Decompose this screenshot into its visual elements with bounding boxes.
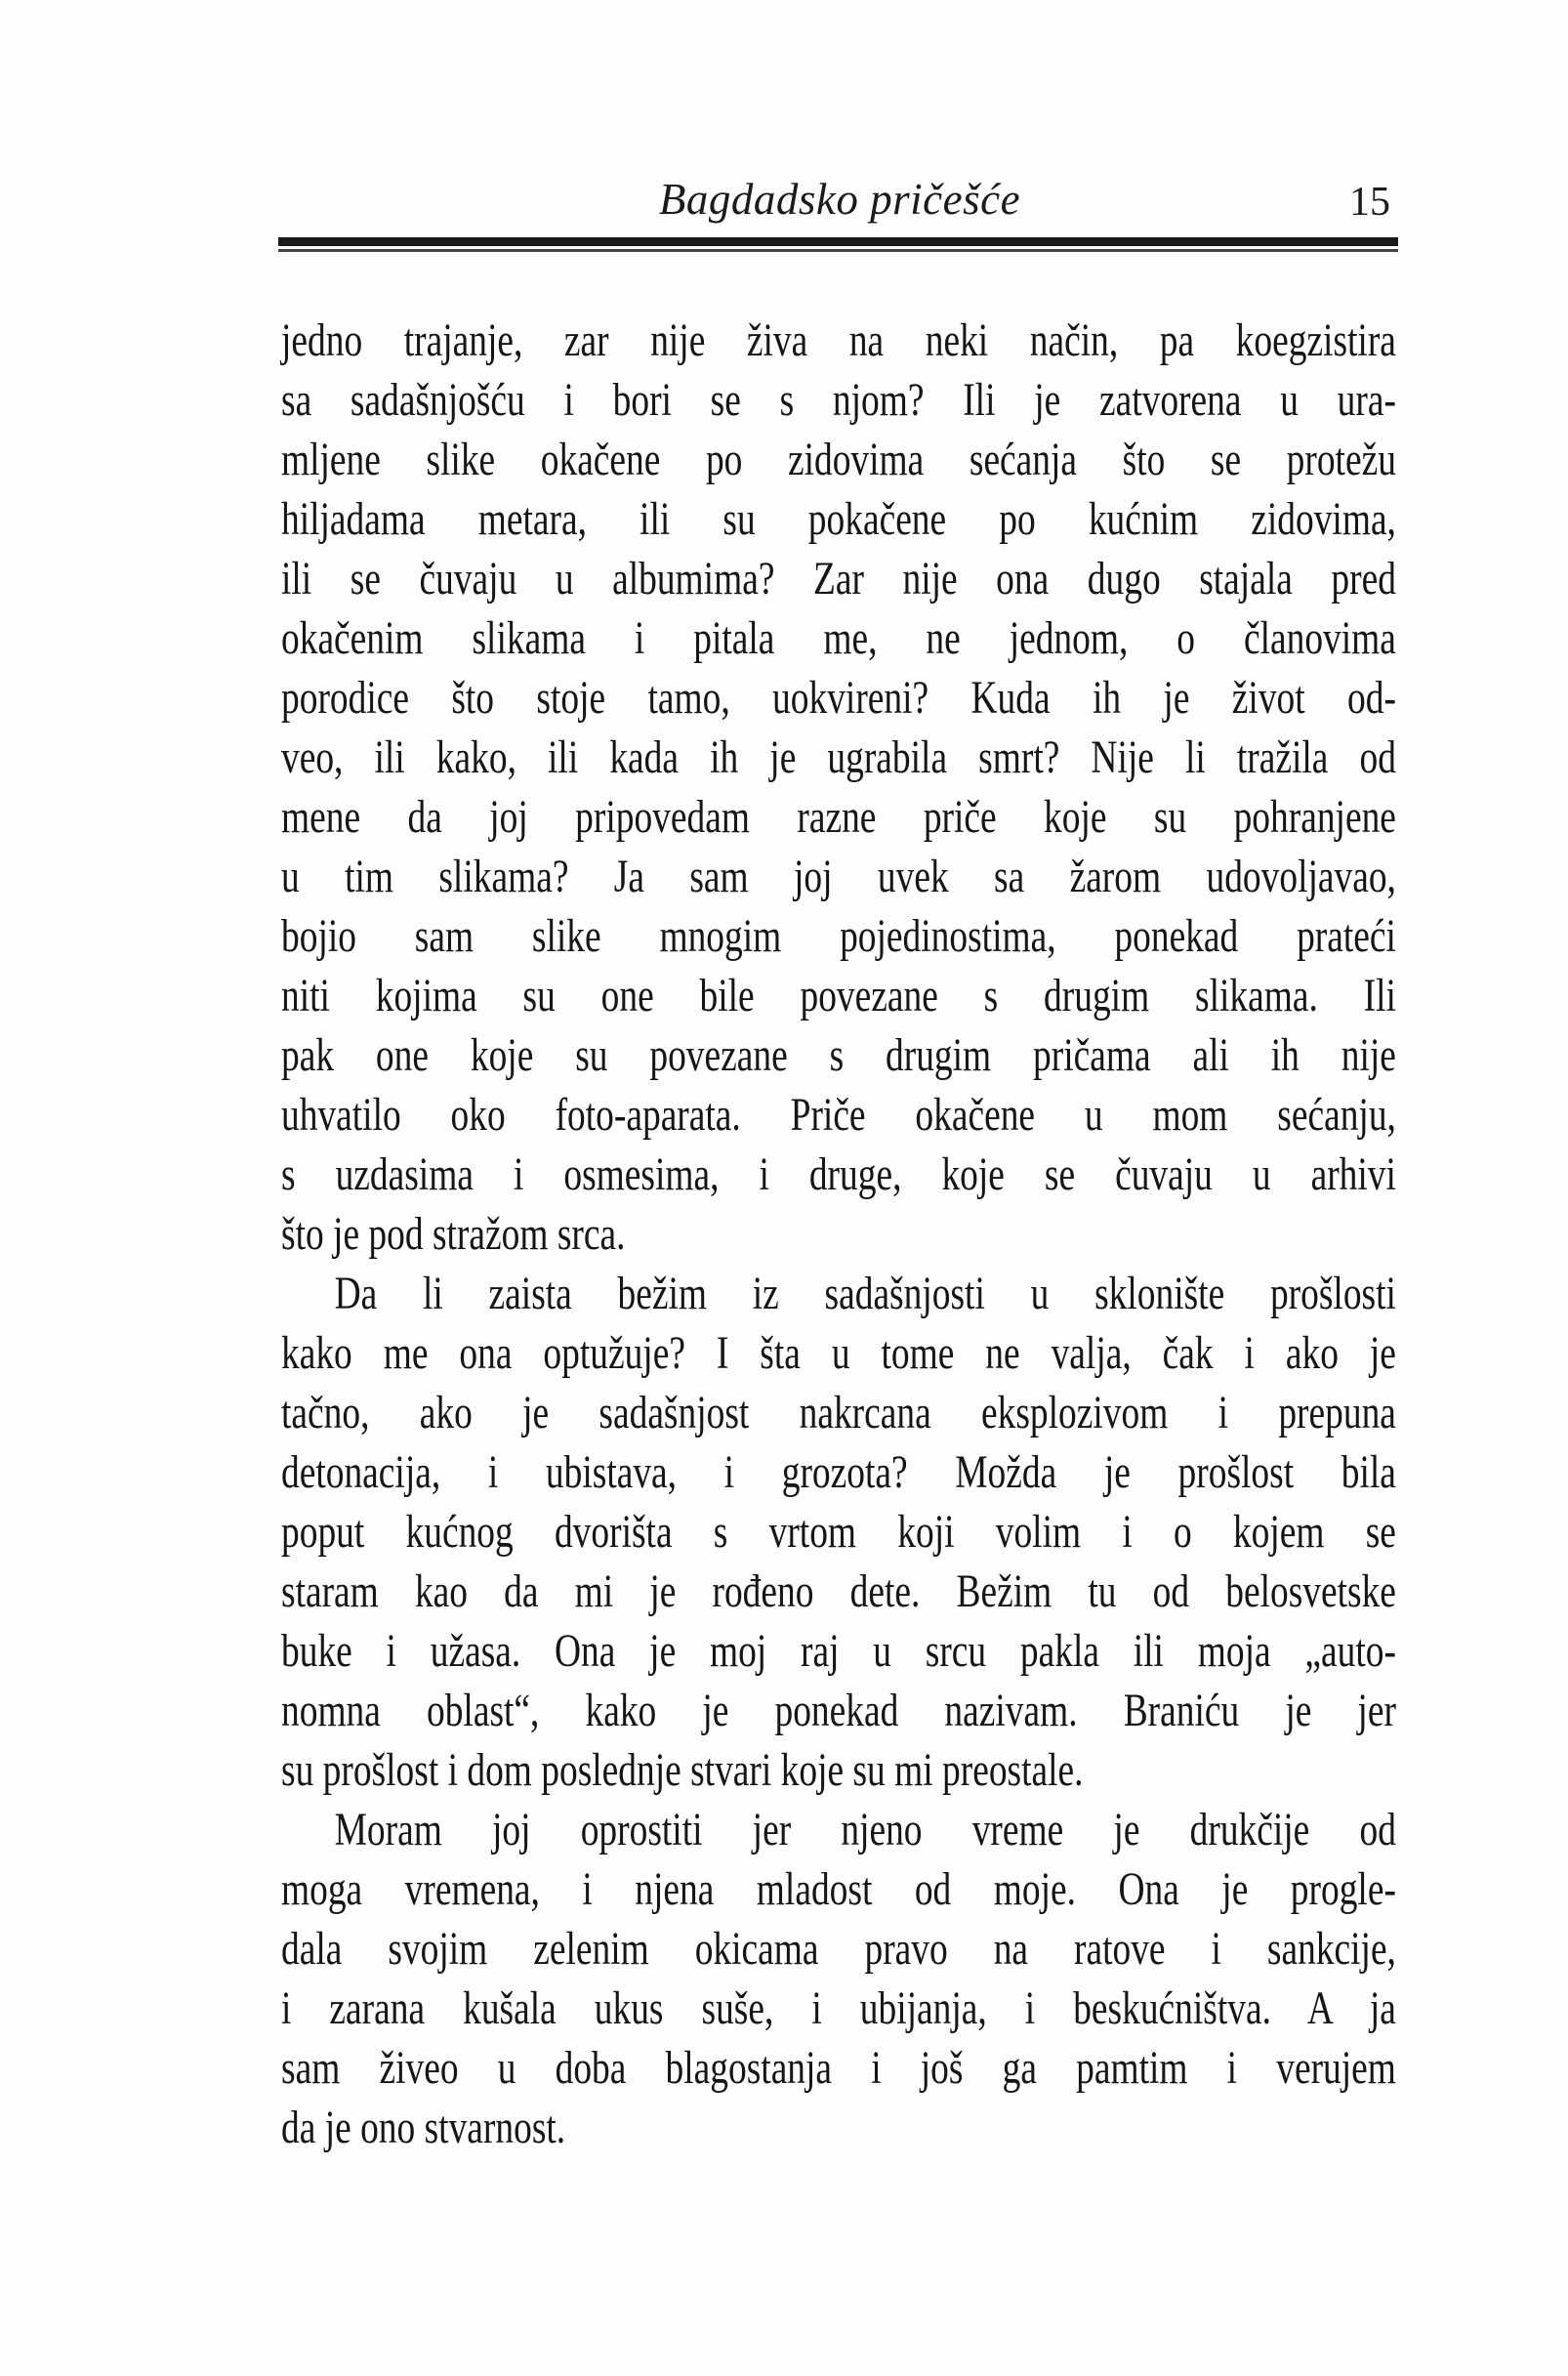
text-line: da je ono stvarnost. xyxy=(281,2102,566,2153)
text-line: dala svojim zelenim okicama pravo na ratove i sankcije, xyxy=(281,1923,1396,1975)
text-line: moga vremena, i njena mladost od moje. Ona je progle- xyxy=(281,1863,1396,1915)
text-line: sam živeo u doba blagostanja i još ga pamtim i verujem xyxy=(281,2042,1396,2094)
text-line: tačno, ako je sadašnjost nakrcana eksplozivom i prepuna xyxy=(281,1387,1396,1438)
text-line: su prošlost i dom poslednje stvari koje su mi preostale. xyxy=(281,1744,1084,1796)
text-line: poput kućnog dvorišta s vrtom koji volim i o kojem se xyxy=(281,1506,1396,1558)
body-text xyxy=(281,311,1398,2157)
text-line: veo, ili kako, ili kada ih je ugrabila smrt? Nije li tražila od xyxy=(281,731,1396,783)
text-line: mene da joj pripovedam razne priče koje su pohranjene xyxy=(281,791,1396,843)
header-rule-thin xyxy=(278,249,1398,252)
text-line: nomna oblast“, kako je ponekad nazivam. Braniću je jer xyxy=(281,1685,1396,1736)
text-line: kako me ona optužuje? I šta u tome ne valja, čak i ako je xyxy=(281,1327,1396,1379)
text-line: porodice što stoje tamo, uokvireni? Kuda ih je život od- xyxy=(281,672,1396,724)
text-line: uhvatilo oko foto-aparata. Priče okačene u mom sećanju, xyxy=(281,1089,1396,1141)
text-line: buke i užasa. Ona je moj raj u srcu pakla ili moja „auto- xyxy=(281,1625,1396,1677)
text-line: staram kao da mi je rođeno dete. Bežim tu od belosvetske xyxy=(281,1565,1396,1617)
text-line: bojio sam slike mnogim pojedinostima, ponekad prateći xyxy=(281,910,1396,962)
text-line: Moram joj oprostiti jer njeno vreme je drukčije od xyxy=(334,1804,1396,1855)
text-line: u tim slikama? Ja sam joj uvek sa žarom udovoljavao, xyxy=(281,851,1396,902)
text-line: jedno trajanje, zar nije živa na neki način, pa koegzistira xyxy=(281,314,1396,366)
paragraph xyxy=(281,1800,1398,2157)
text-line: što je pod stražom srca. xyxy=(281,1208,626,1260)
text-line: hiljadama metara, ili su pokačene po kućnim zidovima, xyxy=(281,493,1396,545)
text-line: i zarana kušala ukus suše, i ubijanja, i beskućništva. A ja xyxy=(281,1982,1396,2034)
page-number: 15 xyxy=(1349,180,1390,225)
paragraph xyxy=(281,1264,1398,1800)
paragraph xyxy=(281,311,1398,1264)
text-line: detonacija, i ubistava, i grozota? Možda je prošlost bila xyxy=(281,1446,1396,1498)
text-line: sa sadašnjošću i bori se s njom? Ili je zatvorena u ura- xyxy=(281,374,1396,426)
text-line: s uzdasima i osmesima, i druge, koje se čuvaju u arhivi xyxy=(281,1148,1396,1200)
running-header-title: Bagdadsko pričešće xyxy=(658,175,1021,224)
header-rule-thick xyxy=(278,237,1398,246)
text-line: pak one koje su povezane s drugim pričama ali ih nije xyxy=(281,1029,1396,1081)
text-line: niti kojima su one bile povezane s drugim slikama. Ili xyxy=(281,970,1396,1021)
text-line: mljene slike okačene po zidovima sećanja što se protežu xyxy=(281,434,1396,485)
text-line: okačenim slikama i pitala me, ne jednom, o članovima xyxy=(281,612,1396,664)
text-line: Da li zaista bežim iz sadašnjosti u sklonište prošlosti xyxy=(334,1268,1396,1319)
text-line: ili se čuvaju u albumima? Zar nije ona dugo stajala pred xyxy=(281,553,1396,604)
